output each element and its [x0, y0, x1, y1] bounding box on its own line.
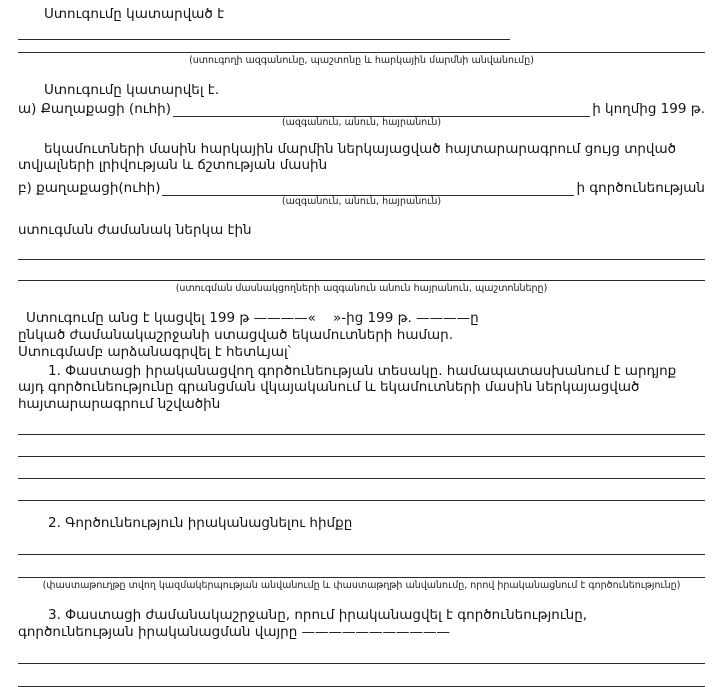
item-a-suffix: ի կողմից 199 թ. [592, 101, 705, 118]
blank-line [18, 479, 705, 501]
blank-line [18, 23, 510, 40]
blank-line [18, 532, 705, 555]
completed-by-label: Ստուգումը կատարված է [44, 6, 225, 22]
participants-caption: (ստուգման մասնակցողների ազգանուն անուն հայրանուն, պաշտոնները) [175, 282, 548, 294]
declaration-paragraph: եկամուտների մասին հարկային մարմին ներկայացված հայտարարագրում ցույց տրված տվյալների լրիվության և ճշտության մասին [18, 140, 677, 174]
period-line-3: Ստուգմամբ արձանագրվել է հետևյալ՝ [18, 343, 291, 360]
blank-line [18, 40, 705, 53]
item-b-suffix: ի գործունեության [576, 180, 705, 197]
blank-line [18, 239, 705, 260]
item-2-caption: (փաստաթուղթը տվող կազմակերպության անվանումը և փաստաթղթի անվանումը, որով իրականացնում է գործունեությունը) [42, 580, 681, 592]
blank-line [18, 457, 705, 479]
item-a-row [18, 101, 705, 117]
item-b-prefix: բ) քաղաքացի(ուհի) [18, 180, 161, 197]
item-2-text: 2. Գործունեություն իրականացնելու հիմքը [48, 515, 353, 532]
period-line-2: ընկած ժամանակաշրջանի ստացված եկամուտների համար. [18, 326, 454, 343]
blank-line [18, 555, 705, 578]
item-a-prefix: ա) Քաղաքացի (ուհի) [18, 101, 171, 118]
blank-line [18, 435, 705, 457]
blank-line [173, 102, 590, 117]
blank-line [162, 181, 574, 196]
blank-line [18, 641, 705, 664]
item-1-text: 1. Փաստացի իրականացվող գործունեության տեսակը. համապատասխանում է արդյոք այդ գործունեությունը գրանցման վկայականում և եկամուտների մասին ներկայացված հայտարարագրում նշվածին [18, 362, 677, 413]
performed-label: Ստուգումը կատարվել է. [44, 82, 220, 99]
item-3-text: 3. Փաստացի ժամանակաշրջանը, որում իրականացվել է գործունեությունը, գործունեության իրականացման վայրը ——————————— [18, 607, 588, 641]
period-line-1: Ստուգումը անց է կացվել 199 թ ————« »-ից 199 թ. ————ը [26, 309, 479, 326]
blank-line [18, 413, 705, 435]
item-b-row [18, 180, 705, 196]
item-b-caption: (ազգանուն, անուն, հայրանուն) [281, 196, 442, 208]
blank-line [18, 260, 705, 281]
present-label: ստուգման ժամանակ ներկա էին [18, 221, 252, 238]
completed-by-caption: (ստուգողի ազգանունը, պաշտոնը և հարկային մարմնի անվանումը) [189, 54, 534, 66]
item-a-caption: (ազգանուն, անուն, հայրանուն) [281, 117, 442, 129]
